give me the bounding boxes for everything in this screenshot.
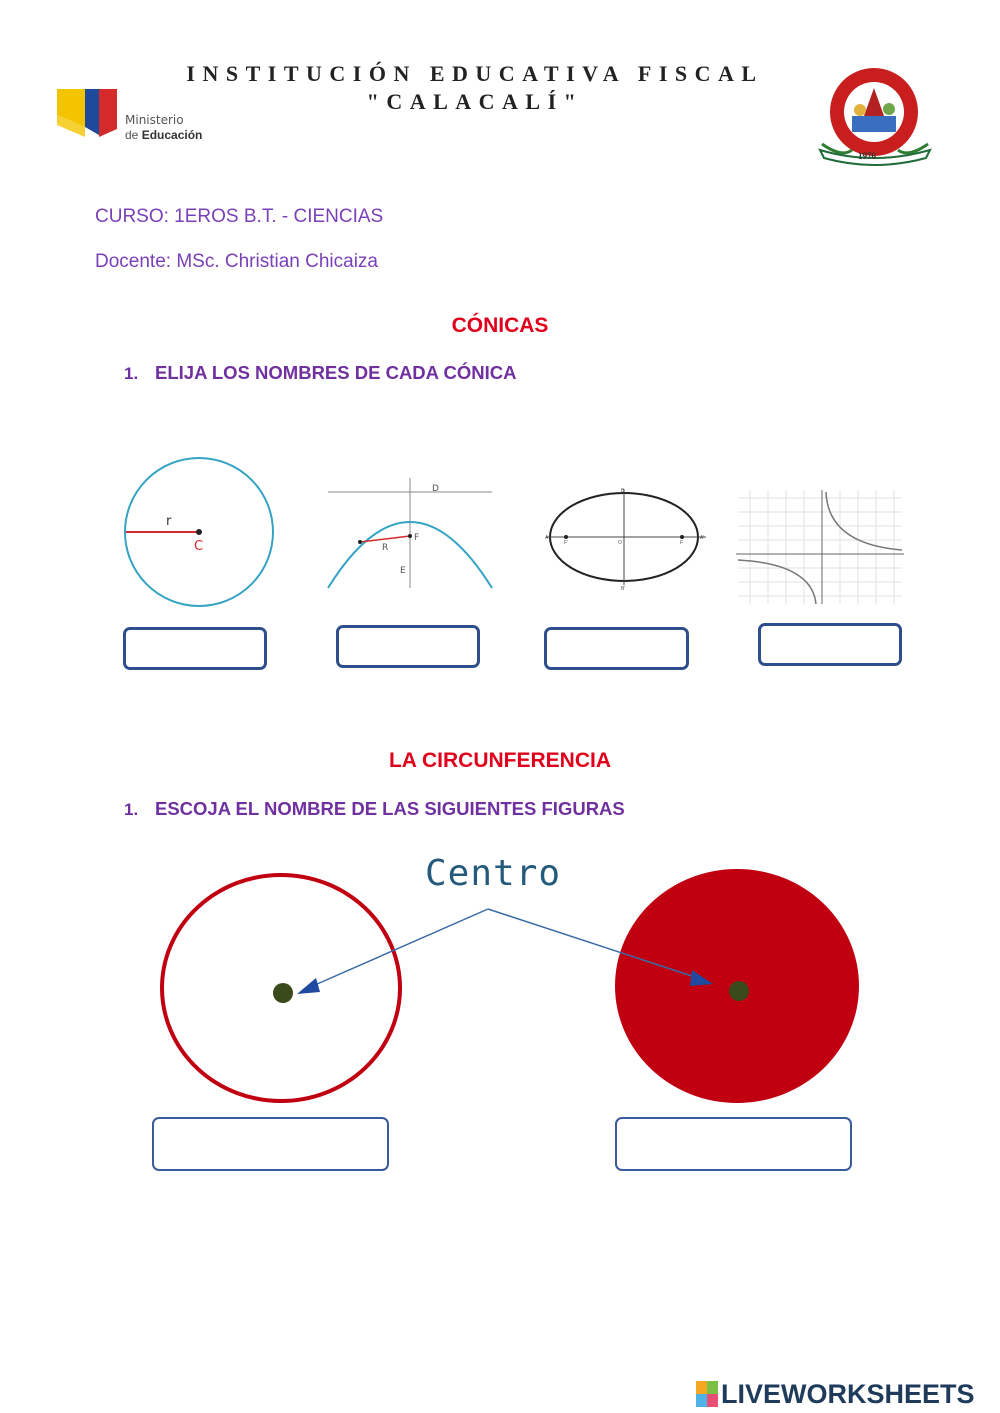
school-seal [812, 66, 940, 166]
arrow-head-left-icon [297, 978, 320, 994]
center-point-right [729, 981, 749, 1001]
institution-title: INSTITUCIÓN EDUCATIVA FISCAL [186, 61, 764, 86]
answer-box-filled-circle[interactable] [615, 1117, 852, 1171]
institution-name: "CALACALÍ" [366, 89, 584, 114]
ellipse-label-o: O [618, 540, 622, 546]
ellipse-label-a-prime: A' [700, 535, 705, 541]
axis-e-label: E [400, 566, 406, 576]
ellipse-label-b-prime: B' [621, 586, 626, 592]
question-text: ELIJA LOS NOMBRES DE CADA CÓNICA [155, 362, 517, 383]
answer-box-ellipse[interactable] [544, 627, 689, 670]
circle-conic-figure-icon [118, 452, 278, 614]
question-number: 1. [124, 364, 139, 383]
answer-box-circumference[interactable] [152, 1117, 389, 1171]
section-circunferencia-heading: LA CIRCUNFERENCIA [388, 749, 612, 772]
teacher-label: Docente: MSc. Christian Chicaiza [95, 251, 378, 272]
question-conicas [124, 362, 516, 384]
radius-label: r [166, 514, 172, 529]
ministry-logo-line2 [125, 128, 202, 142]
liveworksheets-badge-icon [696, 1381, 718, 1407]
ellipse-label-b: B [621, 488, 625, 494]
liveworksheets-text: LIVEWORKSHEETS [721, 1378, 975, 1409]
question-text: ESCOJA EL NOMBRE DE LAS SIGUIENTES FIGURAS [155, 798, 625, 819]
ellipse-conic-figure-icon [542, 484, 712, 594]
ministry-logo-line1: Ministerio [125, 113, 184, 127]
radius-r-label: R [382, 543, 389, 553]
ecuador-flag-icon [55, 85, 119, 143]
ministry-logo-prefix: de [125, 128, 142, 142]
question-number: 1. [124, 800, 139, 819]
ministry-logo-bold: Educación [141, 128, 203, 142]
school-seal-icon [812, 66, 940, 166]
focus-label: F [414, 533, 420, 543]
ellipse-label-f-prime: F' [564, 540, 569, 546]
section-conicas-heading: CÓNICAS [451, 314, 549, 337]
parabola-conic-figure-icon [326, 476, 496, 592]
answer-box-parabola[interactable] [336, 625, 480, 668]
ellipse-label-a: A [545, 535, 549, 541]
course-label: CURSO: 1EROS B.T. - CIENCIAS [95, 206, 384, 227]
center-point-left [273, 983, 293, 1003]
center-label: Centro [425, 853, 562, 894]
answer-box-circle[interactable] [123, 627, 267, 670]
question-circunferencia [124, 798, 625, 820]
center-label-c: C [194, 539, 204, 554]
hyperbola-conic-figure-icon [734, 488, 906, 606]
ellipse-label-f: F [680, 540, 684, 546]
answer-box-hyperbola[interactable] [758, 623, 902, 666]
liveworksheets-logo [696, 1378, 975, 1410]
directrix-label: D [432, 484, 439, 494]
school-seal-year: 1976 [858, 151, 876, 161]
